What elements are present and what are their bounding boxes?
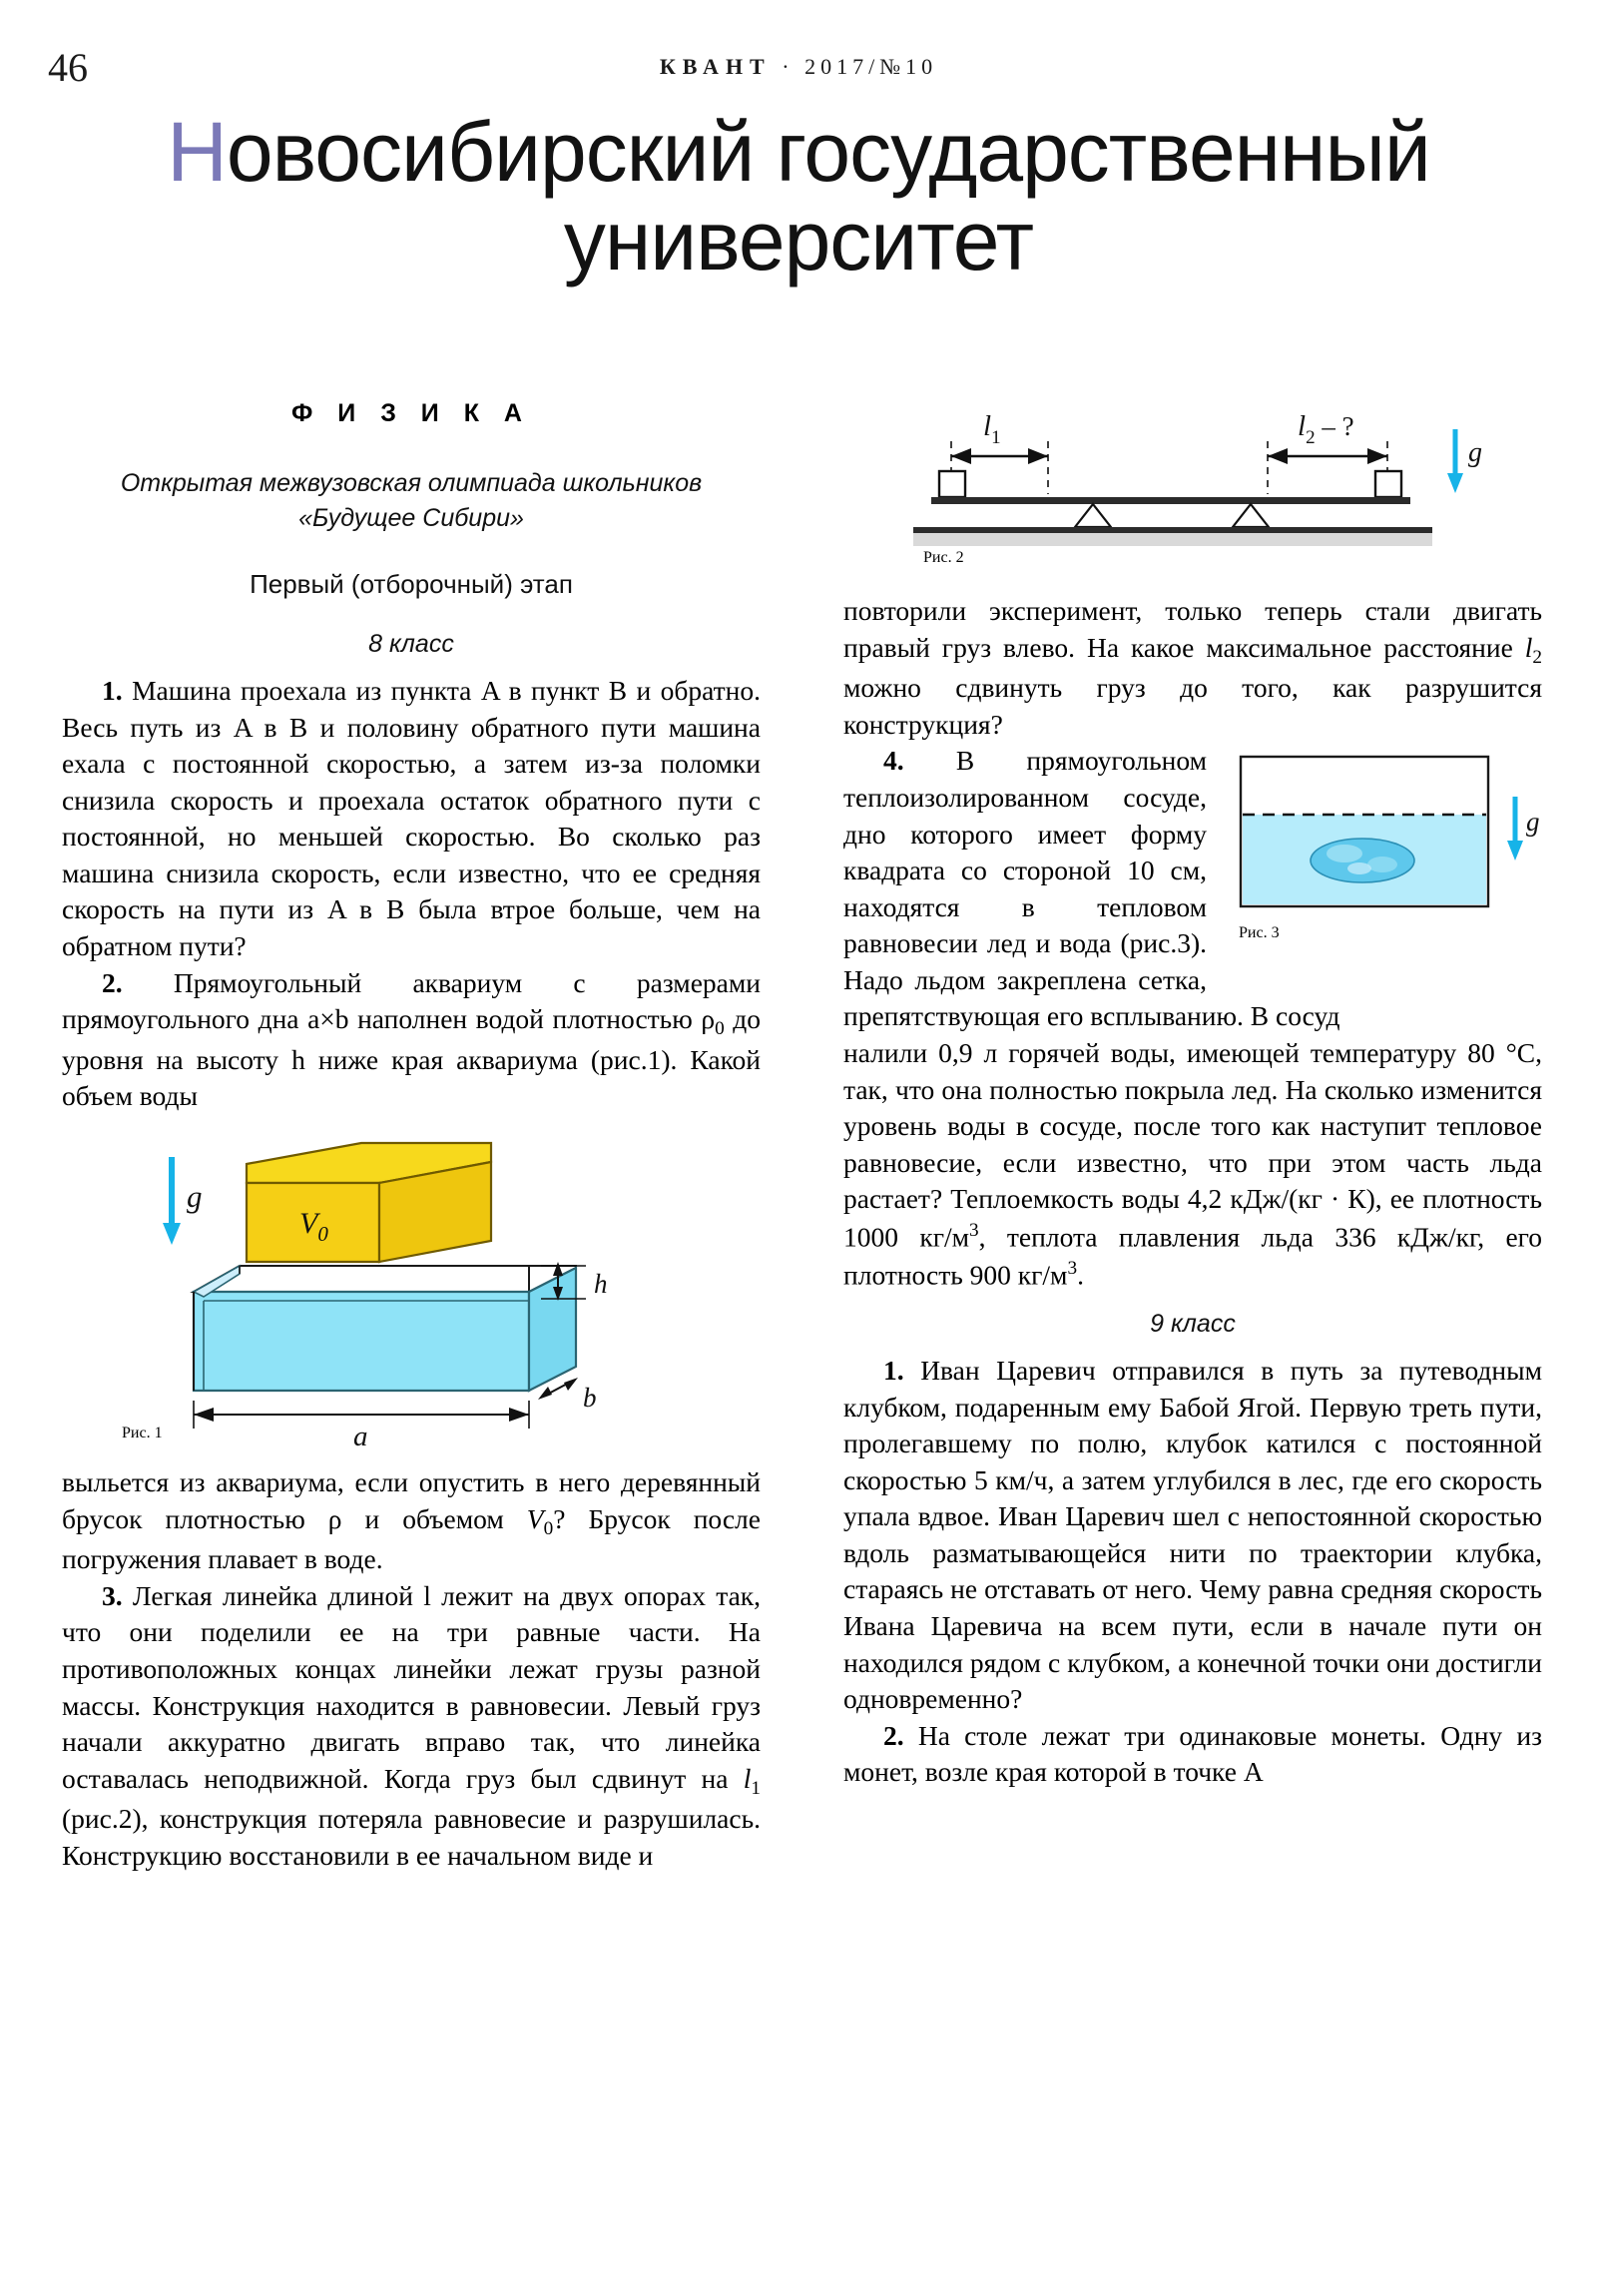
problem-3-number: 3. [102,1579,123,1611]
dimension-l2-label: $l_2$ – ? [1298,410,1354,448]
cubic-exponent-1: 3 [969,1219,979,1241]
olympiad-subtitle: Открытая межвузовская олимпиада школьников «Будущее Сибири» [120,469,703,532]
l1-subscript: 1 [751,1777,762,1799]
gravity-label-fig1: g [187,1178,203,1214]
grade-heading-8: 8 класс [368,630,454,658]
problem-2-number: 2. [102,966,123,998]
right-weight [1375,471,1401,497]
magazine-name: КВАНТ [659,54,772,79]
problem-2-text-b: до уровня на высоту h ниже края аквариума (рис.1). Какой объем воды [62,1003,761,1112]
problem-2-continued [62,1464,761,1578]
page-number: 46 [48,45,88,90]
cubic-exponent-2: 3 [1067,1257,1078,1279]
block-volume-label: $V_0$ [299,1206,328,1246]
problem-9-2 [843,1718,1542,1791]
stage-label: Первый (отборочный) этап [250,569,573,599]
figure-1-caption: Рис. 1 [122,1424,163,1441]
left-column [62,399,761,1875]
problem-2-cont-a: выльется из аквариума, если опустить в него деревянный брусок плотностью ρ и объемом [62,1465,761,1534]
dimension-l2 [1268,441,1387,494]
problem-1 [62,673,761,965]
head-separator: · [782,54,795,79]
problem-3-cont-b: можно сдвинуть груз до того, как разрушится конструкция? [843,672,1542,740]
title-line-1: овосибирский государственный [226,105,1430,199]
problem-4-text-c: , теплота плавления льда 336 кДж/кг, его плотность 900 кг/м [843,1221,1543,1291]
gravity-arrow-fig3 [1507,797,1523,861]
dimension-l1-label: $l_1$ [983,410,1001,448]
support-left [1075,504,1111,527]
aquarium-3d [194,1266,576,1391]
problem-9-1-number: 1. [883,1355,904,1387]
l-symbol: l [743,1762,752,1794]
gravity-arrow-fig2 [1447,429,1463,493]
ground-hatch [913,533,1432,546]
right-column [843,399,1542,1791]
ruler-bar [931,497,1410,504]
problem-4-number: 4. [883,745,904,777]
page-title [0,105,1597,288]
problem-4-text-b: налили 0,9 л горячей воды, имеющей температуру 80 °C, так, что она полностью покрыла лед. На сколько изменится уровень воды в сосуде, после того как наступит тепловое равновесие, если известно, что при этом часть льда растает? Теплоемкость воды 4,2 кДж/(кг · К), ее плотность 1000 кг/м [843,1036,1542,1253]
gravity-label-fig2: g [1468,437,1482,468]
grade-heading-9: 9 класс [1150,1310,1236,1339]
problem-1-number: 1. [102,675,123,706]
problem-3-continued [843,593,1542,743]
figure-1-aquarium [62,1129,761,1458]
problem-3-text-a: Легкая линейка длиной l лежит на двух опорах так, что они поделили ее на три равные части. На противоположных концах линейки лежат грузы разной массы. Конструкция находится в равновесии. Левый груз начали аккуратно двигать вправо так, что линейка оставалась неподвижной. Когда груз был сдвинут на [62,1579,762,1794]
problem-3 [62,1578,761,1875]
running-head [0,44,1597,94]
dimension-a-label: a [353,1420,368,1452]
ground-line [913,527,1432,533]
problem-2-text-a: Прямоугольный аквариум с размерами прямоугольного дна a×b наполнен водой плотностью ρ [62,966,761,1035]
problem-9-2-number: 2. [883,1719,904,1751]
gravity-label-fig3: g [1526,807,1540,838]
title-line-2: университет [563,194,1034,288]
section-title-physics: Ф И З И К А [291,399,531,427]
problem-4-text-d: . [1077,1259,1084,1291]
l2-subscript-text: 2 [1532,646,1542,668]
figure-3-caption: Рис. 3 [1239,924,1280,942]
dimension-b-label: b [583,1382,597,1413]
l2-symbol: l [1524,631,1533,663]
title-drop-cap: Н [167,105,227,199]
problem-3-cont-a: повторили эксперимент, только теперь стали двигать правый груз влево. На какое максимальное расстояние [843,595,1542,663]
wood-block-3d [247,1143,491,1262]
problem-4-continued [843,1035,1542,1294]
support-right [1233,504,1269,527]
dimension-h-label: h [594,1268,608,1299]
problem-9-1 [843,1353,1542,1718]
figure-3-svg [1233,749,1542,923]
gravity-arrow-fig1 [163,1157,181,1245]
figure-2-svg [843,399,1542,564]
problem-3-text-b: (рис.2), конструкция потеряла равновесие и разрушилась. Конструкцию восстановили в ее начальном виде и [62,1803,761,1871]
problem-4-text-a: В прямоугольном теплоизолированном сосуде, дно которого имеет форму квадрата со стороной 10 см, находятся в тепловом равновесии лед и вода (рис.3). Надо льдом закреплена сетка, препятствующая его всплыванию. В сосуд [843,745,1340,1032]
figure-3-vessel [1233,749,1542,958]
figure-2-caption: Рис. 2 [923,549,964,566]
rho-zero-subscript: 0 [715,1018,725,1040]
volume-subscript: 0 [543,1517,554,1539]
magazine-line [0,54,1597,80]
problem-9-1-text: Иван Царевич отправился в путь за путеводным клубком, подаренным ему Бабой Ягой. Первую треть пути, пролегавшему по полю, клубок катился с постоянной скоростью 5 км/ч, а затем углубился в лес, где его скорость упала вдвое. Иван Царевич шел с непостоянной скоростью вдоль разматывающейся нити по траектории клубка, стараясь не отставать от него. Чему равна средняя скорость Ивана Царевича на всем пути, если в начале пути он находился рядом с клубком, а конечной точки они достигли одновременно? [843,1355,1542,1715]
problem-1-text: Машина проехала из пункта A в пункт B и обратно. Весь путь из A в B и половину обратного пути машина ехала с постоянной скоростью, а затем из-за поломки снизила скорость и проехала остаток обратного пути с постоянной, но меньшей скоростью. Во сколько раз машина снизила скорость, если известно, что ее средняя скорость на пути из A в B была втрое больше, чем на обратном пути? [62,675,761,961]
problem-2 [62,965,761,1115]
issue-number: 2017/№10 [804,54,938,79]
problem-2-cont-b: ? Брусок после погружения плавает в воде. [62,1502,761,1575]
problem-9-2-text: На столе лежат три одинаковые монеты. Одну из монет, возле края которой в точке A [843,1719,1542,1788]
figure-2-lever [843,399,1542,589]
ice-block [1311,839,1414,882]
left-weight [939,471,965,497]
volume-symbol: V [526,1502,544,1534]
